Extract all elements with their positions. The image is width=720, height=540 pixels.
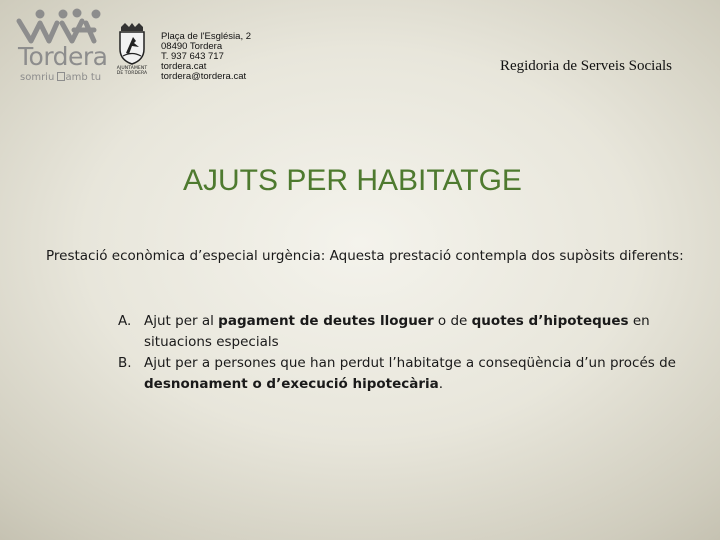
item-text: Ajut per al	[144, 313, 219, 329]
item-text: en situacions especials	[144, 313, 650, 350]
crest-caption-line2: DE TORDERA	[116, 71, 148, 76]
logo-tagline	[20, 72, 101, 83]
item-text: o de	[433, 313, 472, 329]
address-postcode: 08490 Tordera	[161, 41, 223, 52]
logo-wordmark: Tordera	[18, 42, 108, 71]
page-title: AJUTS PER HABITATGE	[183, 164, 522, 197]
people-figures-icon	[14, 8, 106, 44]
tordera-logo	[14, 8, 106, 82]
department-name: Regidoria de Serveis Socials	[499, 58, 672, 74]
coat-of-arms-icon	[112, 22, 152, 66]
item-emphasis: pagament de deutes lloguer	[218, 313, 434, 329]
logo-tagline-part1: somriu	[20, 72, 55, 83]
aid-list	[118, 311, 678, 395]
item-text: Ajut per a persones que han perdut l’habitatge a conseqüència d’un procés de	[144, 355, 676, 371]
intro-paragraph: Prestació econòmica d’especial urgència: Aquesta prestació contempla dos supòsits diferents:	[46, 248, 684, 264]
address-street: Plaça de l'Església, 2	[161, 31, 252, 42]
contact-address	[161, 32, 251, 82]
list-marker: A.	[118, 313, 132, 329]
crest-caption-line1: AJUNTAMENT	[116, 66, 148, 71]
item-emphasis: quotes d’hipoteques	[471, 313, 629, 329]
address-website: tordera.cat	[161, 61, 207, 72]
list-marker: B.	[118, 355, 132, 371]
logo-tagline-part2: amb tu	[65, 72, 102, 83]
address-email: tordera@tordera.cat	[161, 71, 247, 82]
address-phone: T. 937 643 717	[161, 51, 224, 62]
municipal-crest	[112, 22, 152, 82]
list-item	[118, 311, 678, 353]
crest-caption	[112, 66, 152, 76]
item-emphasis: desnonament o d’execució hipotecària	[144, 376, 439, 392]
item-text: .	[438, 376, 444, 392]
list-item	[118, 353, 678, 395]
